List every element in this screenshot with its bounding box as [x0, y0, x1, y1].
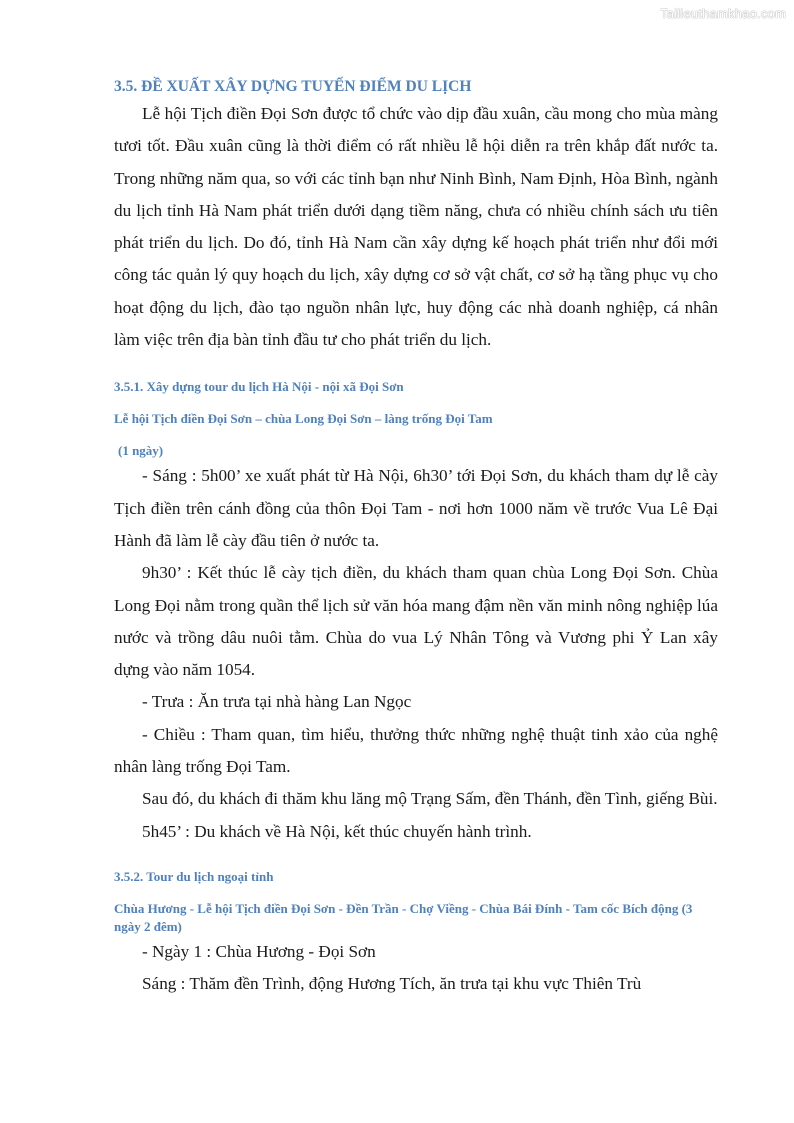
- morning-paragraph: - Sáng : 5h00’ xe xuất phát từ Hà Nội, 6h30’ tới Đọi Sơn, du khách tham dự lễ cày Tịch điền trên cánh đồng của thôn Đọi Tam - nơi hơn 1000 năm về trước Vua Lê Đại Hành đã làm lễ cày đầu tiên ở nước ta.: [114, 466, 718, 550]
- intro-paragraph: Lễ hội Tịch điền Đọi Sơn được tổ chức vào dịp đầu xuân, cầu mong cho mùa màng tươi tốt. Đầu xuân cũng là thời điểm có rất nhiều lễ hội diễn ra trên khắp đất nước ta. Trong những năm qua, so với các tỉnh bạn như Ninh Bình, Nam Định, Hòa Bình, ngành du lịch tỉnh Hà Nam phát triển dưới dạng tiềm năng, chưa có nhiều chính sách ưu tiên phát triển du lịch. Do đó, tỉnh Hà Nam cần xây dựng kế hoạch phát triển như đổi mới công tác quản lý quy hoạch du lịch, xây dựng cơ sở vật chất, cơ sở hạ tầng phục vụ cho hoạt động du lịch, đào tạo nguồn nhân lực, huy động các nhà doanh nghiệp, cá nhân làm việc trên địa bàn tỉnh đầu tư cho phát triển du lịch.: [114, 104, 718, 350]
- route-heading-1: Lễ hội Tịch điền Đọi Sơn – chùa Long Đọi Sơn – làng trống Đọi Tam: [114, 411, 493, 427]
- route-heading-2: Chùa Hương - Lễ hội Tịch điền Đọi Sơn - Đền Trần - Chợ Viềng - Chùa Bái Đính - Tam cốc Bích động (3 ngày 2 đêm): [114, 900, 693, 934]
- page-content: [114, 76, 718, 1001]
- section-heading: 3.5. ĐỀ XUẤT XÂY DỰNG TUYẾN ĐIỂM DU LỊCH: [114, 78, 472, 95]
- duration-label: (1 ngày): [118, 443, 164, 459]
- day1-morning-paragraph: Sáng : Thăm đền Trình, động Hương Tích, ăn trưa tại khu vực Thiên Trù: [142, 974, 642, 994]
- return-paragraph: 5h45’ : Du khách về Hà Nội, kết thúc chuyến hành trình.: [142, 821, 532, 841]
- paragraph-930: 9h30’ : Kết thúc lễ cày tịch điền, du khách tham quan chùa Long Đọi Sơn. Chùa Long Đọi nằm trong quần thể lịch sử văn hóa mang đậm nền văn minh nông nghiệp lúa nước và trồng dâu nuôi tằm. Chùa do vua Lý Nhân Tông và Vương phi Ỷ Lan xây dựng vào năm 1054.: [114, 563, 718, 680]
- day1-paragraph: - Ngày 1 : Chùa Hương - Đọi Sơn: [142, 941, 376, 961]
- subsection-heading-2: 3.5.2. Tour du lịch ngoại tỉnh: [114, 868, 274, 884]
- afternoon-paragraph: - Chiều : Tham quan, tìm hiểu, thưởng thức những nghệ thuật tinh xảo của nghệ nhân làng trống Đọi Tam.: [114, 724, 718, 777]
- subsection-heading-1: 3.5.1. Xây dựng tour du lịch Hà Nội - nội xã Đọi Sơn: [114, 379, 404, 395]
- noon-paragraph: - Trưa : Ăn trưa tại nhà hàng Lan Ngọc: [142, 692, 412, 712]
- after-paragraph: Sau đó, du khách đi thăm khu lăng mộ Trạng Sấm, đền Thánh, đền Tình, giếng Bùi.: [142, 789, 718, 809]
- watermark: Tailieuthamkhao.com: [660, 6, 786, 21]
